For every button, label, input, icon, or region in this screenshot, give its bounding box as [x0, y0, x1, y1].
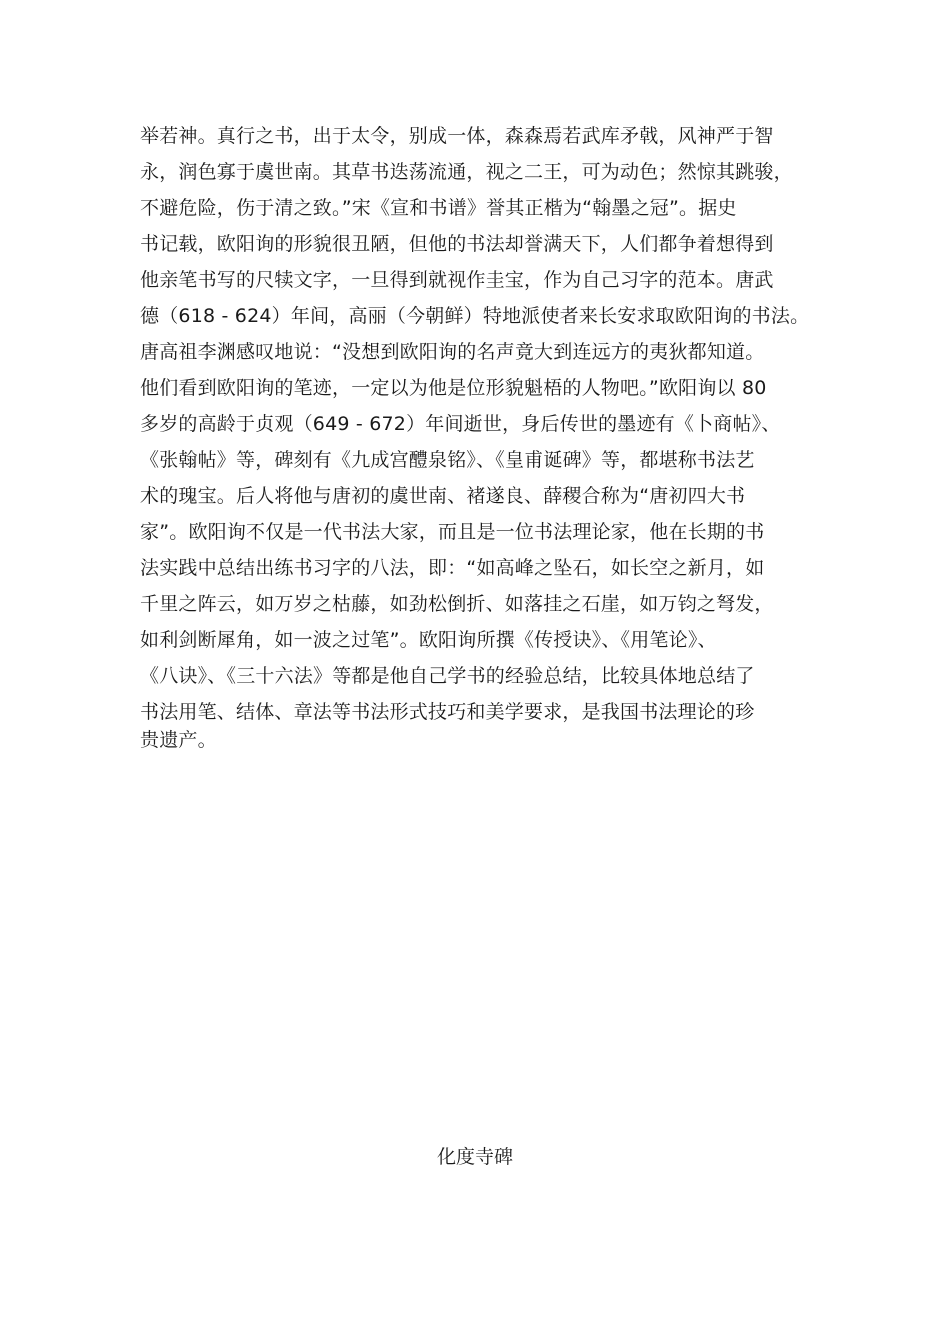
- text-line-17: 书法用笔、结体、章法等书法形式技巧和美学要求，是我国书法理论的珍: [140, 701, 755, 723]
- body-paragraph: [140, 118, 830, 758]
- section-title: 化度寺碑: [436, 1146, 513, 1168]
- text-line-6: 德（618 - 624）年间，高丽（今朝鲜）特地派使者来长安求取欧阳询的书法。: [140, 305, 810, 327]
- text-line-18: 贵遗产。: [140, 729, 217, 751]
- text-line-3: 不避危险，伤于清之致。”宋《宣和书谱》誉其正楷为“翰墨之冠”。据史: [140, 197, 737, 219]
- text-line-1: 举若神。真行之书，出于太令，别成一体，森森焉若武库矛戟，风神严于智: [140, 125, 774, 147]
- text-line-10: 《张翰帖》等，碑刻有《九成宫醴泉铭》、《皇甫诞碑》等，都堪称书法艺: [140, 449, 755, 471]
- text-line-11: 术的瑰宝。后人将他与唐初的虞世南、褚遂良、薛稷合称为“唐初四大书: [140, 485, 746, 507]
- text-line-16: 《八诀》、《三十六法》等都是他自己学书的经验总结，比较具体地总结了: [140, 665, 755, 687]
- text-line-2: 永，润色寡于虞世南。其草书迭荡流通，视之二王，可为动色；然惊其跳骏，: [140, 161, 793, 183]
- text-line-13: 法实践中总结出练书习字的八法，即：“如高峰之坠石，如长空之新月，如: [140, 557, 765, 579]
- text-line-14: 千里之阵云，如万岁之枯藤，如劲松倒折、如落挂之石崖，如万钧之弩发，: [140, 593, 774, 615]
- text-line-15: 如利剑断犀角，如一波之过笔”。欧阳询所撰《传授诀》、《用笔论》、: [140, 629, 717, 651]
- text-line-5: 他亲笔书写的尺犊文字，一旦得到就视作圭宝，作为自己习字的范本。唐武: [140, 269, 774, 291]
- text-line-12: 家”。欧阳询不仅是一代书法大家，而且是一位书法理论家，他在长期的书: [140, 521, 765, 543]
- text-line-9: 多岁的高龄于贞观（649 - 672）年间逝世，身后传世的墨迹有《卜商帖》、: [140, 413, 781, 435]
- text-line-4: 书记载，欧阳询的形貌很丑陋，但他的书法却誉满天下，人们都争着想得到: [140, 233, 774, 255]
- text-line-7: 唐高祖李渊感叹地说：“没想到欧阳询的名声竟大到连远方的夷狄都知道。: [140, 341, 765, 363]
- text-line-8: 他们看到欧阳询的笔迹，一定以为他是位形貌魁梧的人物吧。”欧阳询以 80: [140, 377, 767, 399]
